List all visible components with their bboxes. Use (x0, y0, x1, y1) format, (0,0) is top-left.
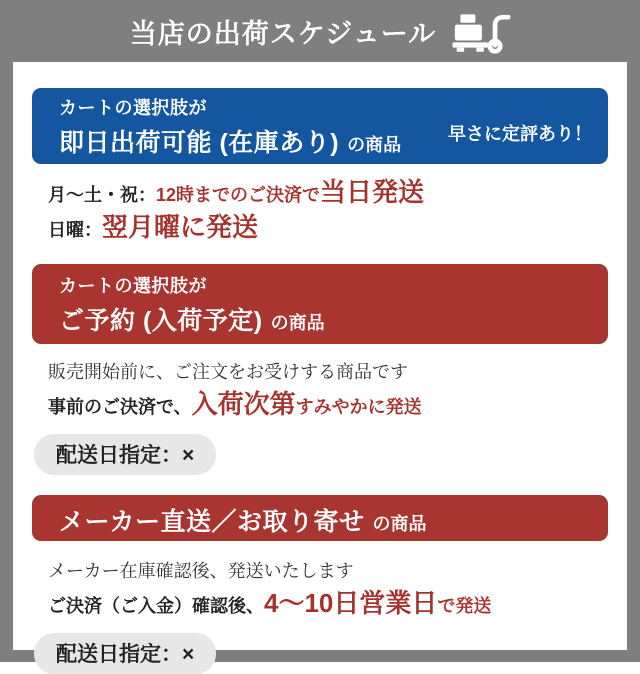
direct-result-tail: で発送 (437, 596, 492, 616)
preorder-result-emphasis: 入荷次第 (191, 389, 296, 419)
content-panel (13, 62, 627, 666)
express-sunday-line (48, 211, 608, 246)
express-weekday-label: 月〜土・祝： (48, 185, 156, 205)
preorder-description: 販売開始前に、ご注文をお受けする商品です (48, 362, 408, 382)
direct-delivery-date-badge: 配送日指定：× (34, 633, 216, 674)
preorder-pill-row (34, 434, 608, 475)
header (13, 0, 627, 62)
direct-result-emphasis: 4〜10日営業日 (264, 588, 438, 618)
express-details (48, 176, 608, 246)
preorder-delivery-date-badge: 配送日指定：× (34, 434, 216, 475)
banner-express-text (59, 94, 401, 159)
banner-express-suffix: の商品 (347, 134, 402, 155)
banner-direct (32, 495, 608, 541)
spacer (32, 246, 608, 264)
banner-express-prefix: カートの選択肢が (59, 97, 207, 118)
preorder-shipping-line (48, 388, 608, 423)
banner-express-badge: 早さに定評あり！ (448, 124, 592, 144)
direct-description: メーカー在庫確認後、発送いたします (48, 561, 354, 581)
preorder-details (48, 356, 608, 423)
direct-details (48, 555, 608, 622)
banner-express-title-line (59, 123, 401, 159)
express-sunday-label: 日曜： (48, 220, 102, 240)
express-weekday-condition: 12時までのご決済で (156, 185, 321, 205)
banner-direct-suffix: の商品 (372, 514, 427, 534)
banner-preorder-title: ご予約 (入荷予定) (59, 306, 263, 335)
banner-preorder-prefix: カートの選択肢が (59, 275, 207, 296)
express-sunday-result: 翌月曜に発送 (102, 212, 259, 242)
express-weekday-result: 当日発送 (320, 177, 425, 207)
banner-express (32, 88, 608, 164)
page-title: 当店の出荷スケジュール (129, 18, 437, 49)
preorder-result-tail: すみやかに発送 (295, 397, 422, 417)
banner-direct-title: メーカー直送／お取り寄せ (59, 508, 365, 536)
direct-pill-row (34, 633, 608, 674)
banner-preorder (32, 264, 608, 344)
banner-preorder-text (59, 272, 325, 337)
banner-preorder-title-line (59, 301, 325, 337)
preorder-condition-label: 事前のご決済で、 (48, 397, 192, 417)
express-weekday-line (48, 176, 608, 211)
banner-preorder-suffix: の商品 (270, 312, 325, 333)
banner-express-title: 即日出荷可能 (在庫あり) (59, 128, 340, 157)
direct-shipping-line (48, 587, 608, 622)
direct-condition-label: ご決済（ご入金）確認後、 (48, 596, 264, 616)
handtruck-icon (452, 13, 510, 55)
